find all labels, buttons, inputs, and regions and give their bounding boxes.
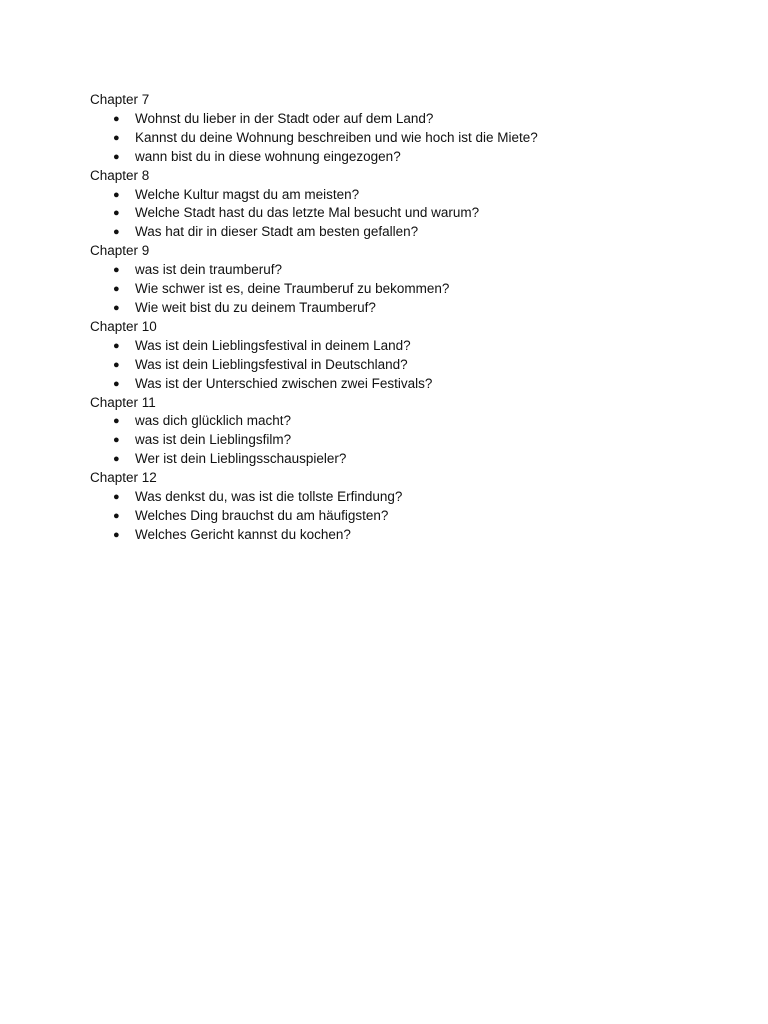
question-list [90,412,730,469]
question-text: Wie schwer ist es, deine Traumberuf zu bekommen? [135,281,450,297]
bullet-icon: ● [113,358,120,371]
question-list [90,186,730,243]
question-text: was dich glücklich macht? [135,413,292,429]
question-item [90,223,730,242]
bullet-icon: ● [113,509,120,522]
question-item [90,488,730,507]
question-item [90,431,730,450]
question-list [90,488,730,545]
question-text: wann bist du in diese wohnung eingezogen? [135,148,401,164]
question-item [90,507,730,526]
question-item [90,356,730,375]
question-text: was ist dein Lieblingsfilm? [135,432,292,448]
chapter-heading: Chapter 10 [90,318,157,334]
question-text: Wer ist dein Lieblingsschauspieler? [135,451,347,467]
question-text: was ist dein traumberuf? [135,262,283,278]
question-text: Was ist dein Lieblingsfestival in Deutschland? [135,356,408,372]
bullet-icon: ● [113,415,120,428]
bullet-icon: ● [113,301,120,314]
question-list [90,110,730,167]
chapter-section [90,318,730,394]
question-item [90,186,730,205]
question-item [90,375,730,394]
question-item [90,261,730,280]
chapter-section [90,91,730,167]
bullet-icon: ● [113,528,120,541]
question-item [90,526,730,545]
bullet-icon: ● [113,264,120,277]
bullet-icon: ● [113,283,120,296]
bullet-icon: ● [113,453,120,466]
question-text: Kannst du deine Wohnung beschreiben und wie hoch ist die Miete? [135,129,538,145]
chapter-heading: Chapter 8 [90,167,150,183]
chapter-section [90,394,730,470]
bullet-icon: ● [113,207,120,220]
question-text: Welches Gericht kannst du kochen? [135,526,351,542]
chapter-section [90,242,730,318]
question-text: Welches Ding brauchst du am häufigsten? [135,507,389,523]
bullet-icon: ● [113,188,120,201]
bullet-icon: ● [113,131,120,144]
chapter-list [90,91,730,545]
bullet-icon: ● [113,434,120,447]
question-text: Welche Kultur magst du am meisten? [135,186,360,202]
bullet-icon: ● [113,491,120,504]
bullet-icon: ● [113,339,120,352]
question-list [90,261,730,318]
bullet-icon: ● [113,377,120,390]
question-item [90,299,730,318]
question-text: Was ist der Unterschied zwischen zwei Festivals? [135,375,433,391]
question-item [90,450,730,469]
chapter-heading: Chapter 11 [90,394,156,410]
question-item [90,204,730,223]
question-text: Wie weit bist du zu deinem Traumberuf? [135,299,376,315]
question-item [90,337,730,356]
question-item [90,110,730,129]
bullet-icon: ● [113,150,120,163]
question-item [90,148,730,167]
question-item [90,129,730,148]
bullet-icon: ● [113,226,120,239]
chapter-heading: Chapter 9 [90,243,150,259]
chapter-heading: Chapter 12 [90,470,157,486]
chapter-section [90,469,730,545]
document-body [90,91,730,545]
question-text: Was denkst du, was ist die tollste Erfindung? [135,489,403,505]
question-text: Was hat dir in dieser Stadt am besten gefallen? [135,224,419,240]
question-text: Wohnst du lieber in der Stadt oder auf dem Land? [135,110,434,126]
question-text: Welche Stadt hast du das letzte Mal besucht und warum? [135,205,480,221]
chapter-heading: Chapter 7 [90,92,150,107]
bullet-icon: ● [113,112,120,125]
question-item [90,280,730,299]
question-text: Was ist dein Lieblingsfestival in deinem Land? [135,337,411,353]
question-item [90,412,730,431]
chapter-section [90,167,730,243]
question-list [90,337,730,394]
